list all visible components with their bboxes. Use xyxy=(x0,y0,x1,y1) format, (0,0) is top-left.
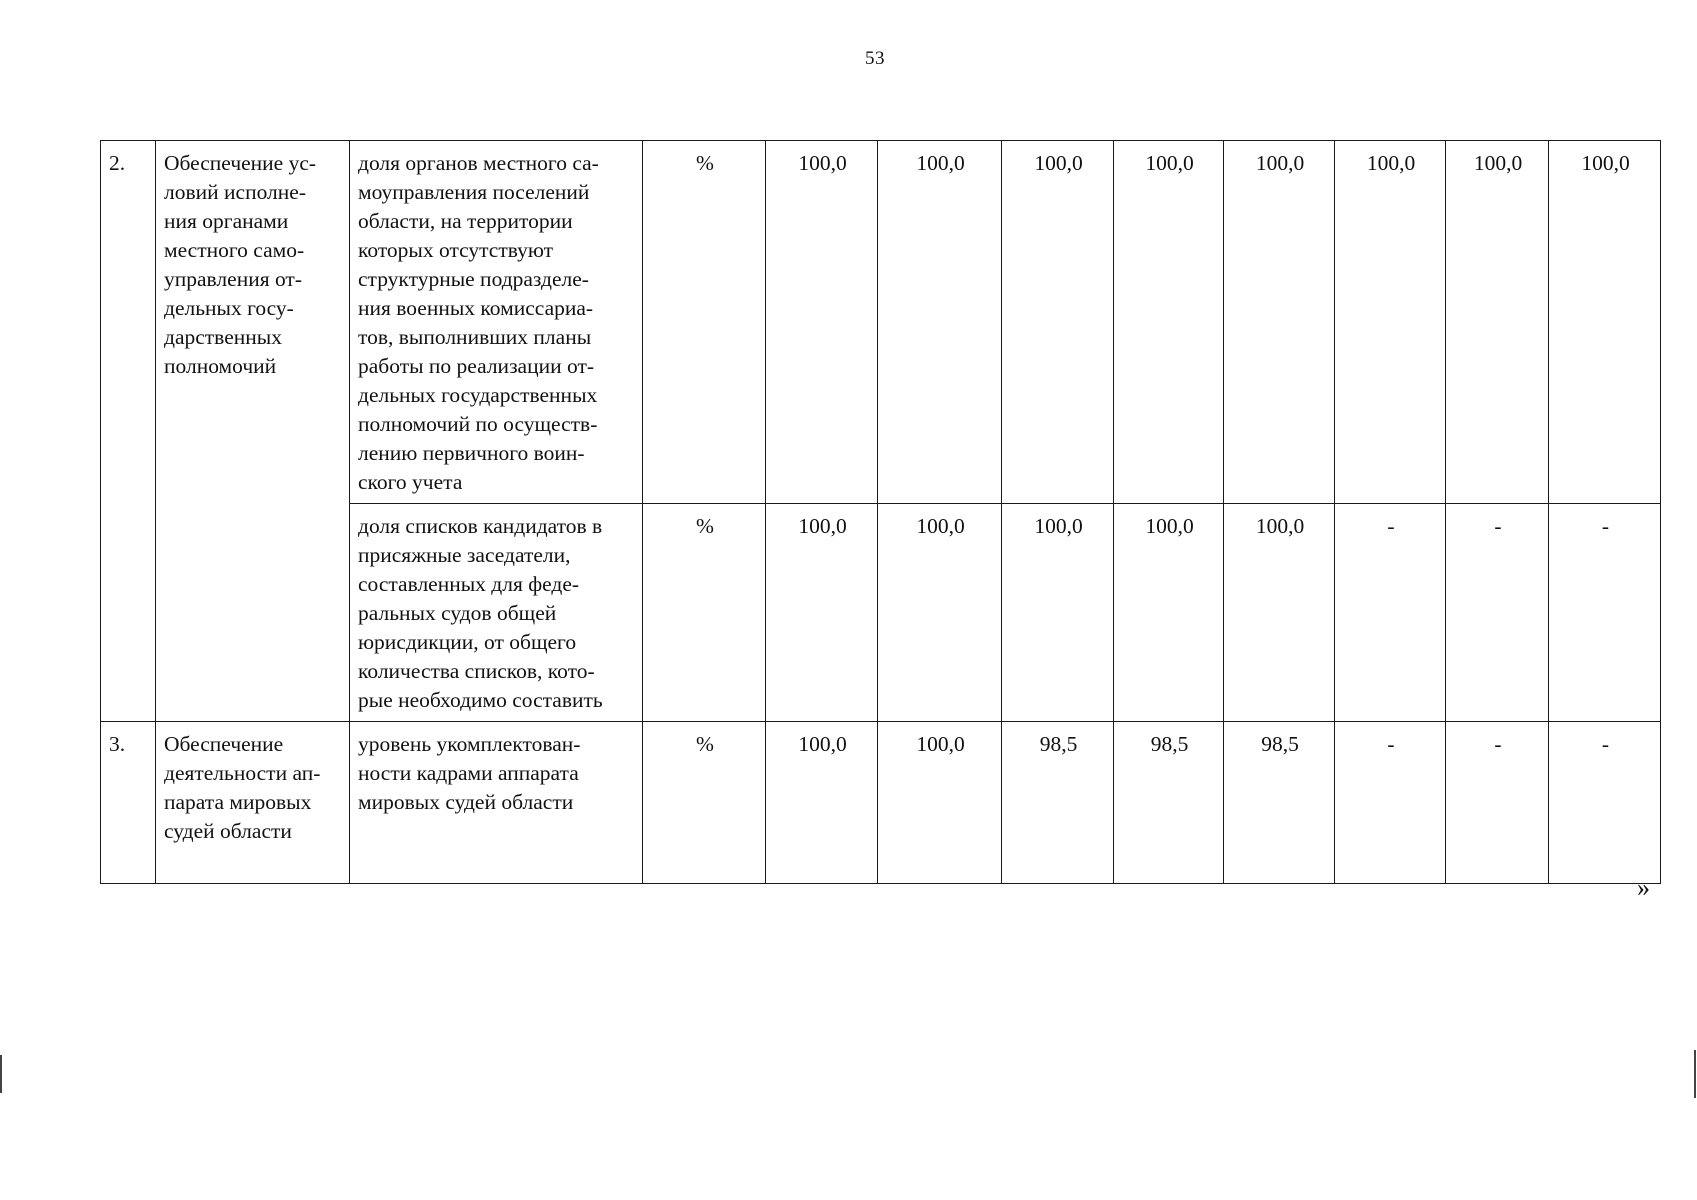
value-cell: 98,5 xyxy=(1114,722,1224,884)
closing-quote-mark: » xyxy=(1637,873,1650,902)
value-cell: - xyxy=(1549,722,1661,884)
value-cell: 100,0 xyxy=(1002,504,1114,722)
value-cell: 100,0 xyxy=(766,722,878,884)
value-cell: 100,0 xyxy=(878,141,1002,504)
value-cell: 100,0 xyxy=(766,141,878,504)
value-cell: 100,0 xyxy=(1114,141,1224,504)
value-cell: 100,0 xyxy=(1002,141,1114,504)
indicators-table xyxy=(100,140,1661,884)
event-name: Обеспечение деятельности ап- парата мировых судей области xyxy=(156,722,350,884)
unit-cell: % xyxy=(643,504,766,722)
value-cell: 100,0 xyxy=(766,504,878,722)
table-row xyxy=(101,722,1661,884)
value-cell: 100,0 xyxy=(1224,504,1335,722)
value-cell: - xyxy=(1335,722,1446,884)
row-number: 2. xyxy=(101,141,156,722)
row-number: 3. xyxy=(101,722,156,884)
value-cell: 98,5 xyxy=(1224,722,1335,884)
value-cell: 100,0 xyxy=(878,722,1002,884)
value-cell: - xyxy=(1446,504,1549,722)
unit-cell: % xyxy=(643,141,766,504)
value-cell: 100,0 xyxy=(878,504,1002,722)
right-scan-mark xyxy=(1694,1050,1696,1098)
indicator-text: доля списков кандидатов в присяжные заседатели, составленных для феде- ральных судов общей юрисдикции, от общего количества списков, кото- рые необходимо составить xyxy=(350,504,643,722)
value-cell: - xyxy=(1549,504,1661,722)
value-cell: 100,0 xyxy=(1224,141,1335,504)
indicator-text: доля органов местного са- моуправления поселений области, на территории которых отсутствуют структурные подразделе- ния военных комиссариа- тов, выполнивших планы работы по реализации от- дельных государственных полномочий по осуществ- лению первичного воин- ского учета xyxy=(350,141,643,504)
value-cell: 100,0 xyxy=(1549,141,1661,504)
value-cell: - xyxy=(1446,722,1549,884)
page-number: 53 xyxy=(865,48,885,69)
value-cell: 98,5 xyxy=(1002,722,1114,884)
unit-cell: % xyxy=(643,722,766,884)
left-scan-mark xyxy=(0,1055,2,1093)
value-cell: 100,0 xyxy=(1446,141,1549,504)
value-cell: 100,0 xyxy=(1114,504,1224,722)
value-cell: - xyxy=(1335,504,1446,722)
event-name: Обеспечение ус- ловий исполне- ния органами местного само- управления от- дельных госу- дарственных полномочий xyxy=(156,141,350,722)
value-cell: 100,0 xyxy=(1335,141,1446,504)
table-row xyxy=(101,141,1661,504)
indicator-text: уровень укомплектован- ности кадрами аппарата мировых судей области xyxy=(350,722,643,884)
